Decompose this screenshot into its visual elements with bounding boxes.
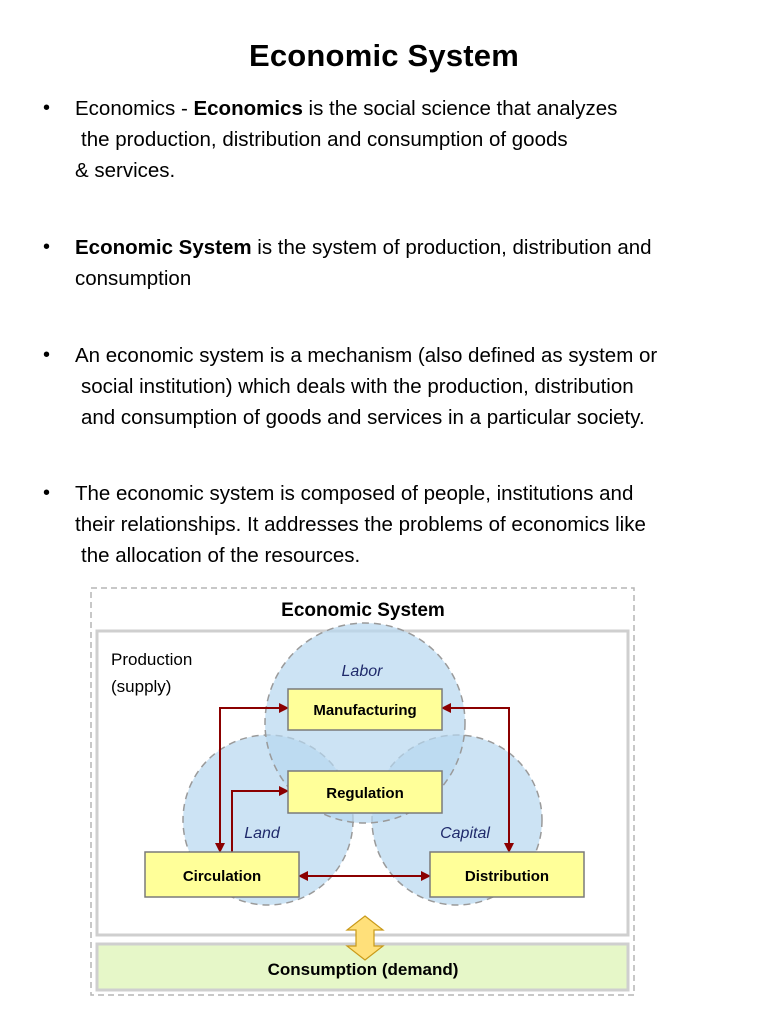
- bullet-line: social institution) which deals with the production, distribution: [81, 375, 634, 398]
- production-label: Production: [111, 650, 193, 669]
- land-label: Land: [244, 825, 280, 842]
- bullet-line: the production, distribution and consumption of goods: [81, 128, 568, 151]
- regulation-label: Regulation: [326, 785, 404, 802]
- bullet-line: & services.: [75, 159, 176, 182]
- consumption-label: Consumption (demand): [267, 960, 459, 979]
- bullet-dot-icon: •: [43, 236, 51, 258]
- manufacturing-label: Manufacturing: [313, 702, 417, 719]
- diagram-title: Economic System: [281, 600, 445, 621]
- page-title: Economic System: [248, 38, 520, 73]
- bullet-line: the allocation of the resources.: [81, 544, 361, 567]
- bullet-line: An economic system is a mechanism (also defined as system or: [75, 344, 658, 367]
- bullet-dot-icon: •: [43, 482, 51, 504]
- bullet-dot-icon: •: [43, 344, 51, 366]
- distribution-label: Distribution: [464, 868, 550, 885]
- circulation-label: Circulation: [182, 868, 262, 885]
- bullet-line: their relationships. It addresses the problems of economics like: [75, 513, 646, 536]
- bullet-line: consumption: [75, 267, 192, 290]
- supply-label: (supply): [111, 677, 172, 696]
- bullet-line: Economics - Economics is the social science that analyzes: [75, 97, 618, 120]
- bullet-line: The economic system is composed of people, institutions and: [75, 482, 634, 505]
- capital-label: Capital: [440, 825, 490, 842]
- bullet-line: Economic System is the system of production, distribution and: [75, 236, 652, 259]
- bullet-line: and consumption of goods and services in a particular society.: [81, 406, 645, 429]
- bullet-dot-icon: •: [43, 97, 51, 119]
- labor-label: Labor: [341, 663, 383, 680]
